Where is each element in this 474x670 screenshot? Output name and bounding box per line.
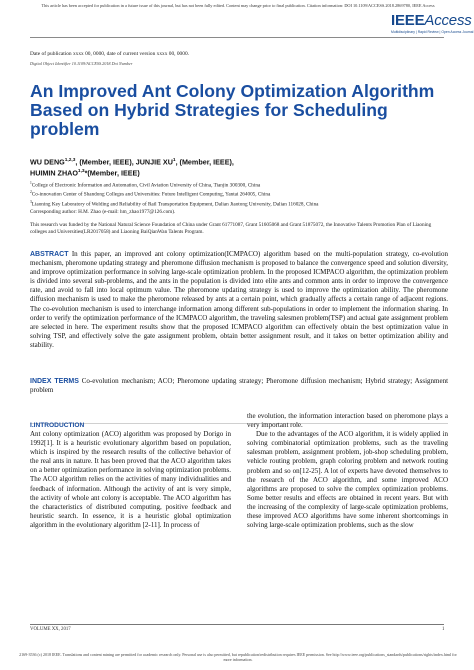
corresponding-author: Corresponding author: H.M. Zhao (e-mail: hm_zhao1977@126.com). [30, 209, 176, 215]
intro-paragraph: Due to the advantages of the ACO algorithm, it is widely applied in solving combinatorial optimization problems, such as the traveling salesman problem, assignment problem, job-shop scheduling problem, vehicle routing problem, graph coloring problem and network routing problem and so on[12-25]. A lot of experts have devoted themselves to the research of the ACO algorithm, and some improved ACO algorithms are proposed to solve the complex optimization problems. Some better results and effects are obtained in recent years. But with the increasing of the complexity of large-scale optimization problems, these improved ACO algorithms have some inherent shortcomings in solving large-scale optimization problems, such as the slow [247, 430, 448, 530]
affiliation-item [30, 199, 450, 208]
journal-logo [391, 12, 474, 34]
affiliation-text: Co-innovation Center of Shandong Colleges and Universities: Future Intelligent Computing, Yantai 264005, China [31, 192, 271, 199]
author-role: , (Member, IEEE), [175, 157, 234, 167]
affiliation-num: 1 [30, 181, 32, 185]
author-affil-sup: 1,2,3 [64, 158, 76, 163]
intro-paragraph: Ant colony optimization (ACO) algorithm was proposed by Dorigo in 1992[1]. It is a heuristic evolutionary algorithm based on population, which is inspired by the research results of the collective behavior of the real ants in nature. It has been proved that the ACO algorithm takes on a better optimization performance in solving optimization problems. The ACO algorithm relies on the activities of many individualities and feedback of information. Although the activity of ant is very simple, the activity of whole ant colony is acceptable. The ACO algorithm has the characteristics of distributed computing, positive feedback and heuristic search. In essence, it is a heuristic global optimization algorithm in the evolutionary algorithm [2-11]. In process of [30, 430, 231, 529]
affiliation-item [30, 189, 450, 198]
affiliations [30, 180, 450, 208]
author-affil-sup: 1,3 [77, 168, 85, 174]
affiliation-text: College of Electronic Information and Automation, Civil Aviation University of China, Tianjin 300300, China [31, 182, 261, 189]
publication-date: Date of publication xxxx 00, 0000, date of current version xxxx 00, 0000. [30, 51, 189, 57]
logo-tagline: Multidisciplinary | Rapid Review | Open Access Journal [391, 30, 474, 34]
page-number: 1 [442, 627, 445, 632]
author-role: *(Member, IEEE) [84, 168, 140, 178]
author-affil-sup: 1 [172, 158, 176, 163]
right-column [247, 412, 448, 530]
index-terms-text: Co-evolution mechanism; ACO; Pheromone updating strategy; Pheromone diffusion mechanism; Hybrid strategy; Assignment problem [30, 377, 449, 395]
author-line-1 [30, 156, 450, 167]
funding-statement: This research was funded by the National Natural Science Foundation of China under Grant 61771087, Grant 51605068 and Grant 51875072, the Innovative Talents Promotion Plan of Liaoning colleges and Universities(LR2017058) and Liaoning BaiQianWan Talents Program. [30, 222, 432, 235]
header-rule [30, 37, 444, 38]
abstract-label: ABSTRACT [30, 251, 69, 258]
index-terms-label: INDEX TERMS [30, 378, 79, 385]
abstract [30, 250, 448, 350]
author-name: WU DENG [30, 157, 65, 167]
author-line-2 [30, 167, 450, 178]
affiliation-num: 2 [30, 190, 32, 195]
acceptance-notice: This article has been accepted for publication in a future issue of this journal, but has not been fully edited. Content may change prior to final publication. Citation information: DOI 10.1109/ACCESS.2018.2869780, IEEE Access [41, 3, 435, 8]
volume-info: VOLUME XX, 2017 [30, 627, 71, 632]
index-terms [30, 377, 448, 395]
affiliation-text: Liaoning Key Laboratory of Welding and Reliability of Rail Transportation Equipment, Dalian Jiaotong University, Dalian 116028, China [31, 201, 319, 208]
abstract-text: In this paper, an improved ant colony optimization(ICMPACO) algorithm based on the multi-population strategy, co-evolution mechanism, pheromone updating strategy and pheromone diffusion mechanism is proposed to balance the convergence speed and solution diversity, and improve optimization performance in solving large-scale optimization problem. In the proposed ICMPACO algorithm, the optimization problem is divided into several sub-problems, and the ants in the population is divided into elite ants and common ants in order to improve the convergence rate, and avoid to fall into local optimum value. The pheromone updating strategy is used to improve the optimization ability. The pheromone diffusion mechanism is used to make the pheromone released by ants at a certain point, which gradually affects a certain range of adjacent regions. The co-evolution mechanism is used to interchange information among different sub-populations in order to implement the information sharing. In order to verify the optimization performance of the ICMPACO algorithm, the traveling salesmen problem(TSP) and actual gate assignment problem are selected in here. The experiment results show that the proposed ICMPACO algorithm can effectively obtain the best optimization value in solving TSP, and effectively solve the gate assignment problem, obtain better assignment result, and it takes on better optimization ability and stability. [30, 250, 449, 349]
footer-rule [30, 624, 444, 625]
logo-product: Access [424, 12, 472, 29]
doi-line: Digital Object Identifier 10.1109/ACCESS.2018.Doi Number [30, 61, 133, 66]
left-column [30, 430, 231, 530]
intro-paragraph: the evolution, the information interaction based on pheromone plays a very important role. [247, 412, 448, 430]
logo-brand: IEEE [391, 12, 425, 29]
affiliation-num: 3 [30, 199, 32, 204]
paper-title: An Improved Ant Colony Optimization Algorithm Based on Hybrid Strategies for Scheduling problem [30, 81, 435, 139]
author-name: HUIMIN ZHAO [30, 168, 78, 178]
affiliation-item [30, 180, 450, 189]
license-notice: 2169-3536 (c) 2018 IEEE. Translations and content mining are permitted for academic research only. Personal use is also permitted, but republication/redistribution requires IEEE permission. See http://www.ieee.org/publications_standards/publications/rights/index.html for more information. [19, 652, 457, 663]
author-role: , (Member, IEEE), JUNJIE XU [75, 157, 173, 167]
author-list [30, 156, 450, 178]
section-heading: I.INTRODUCTION [30, 422, 85, 429]
